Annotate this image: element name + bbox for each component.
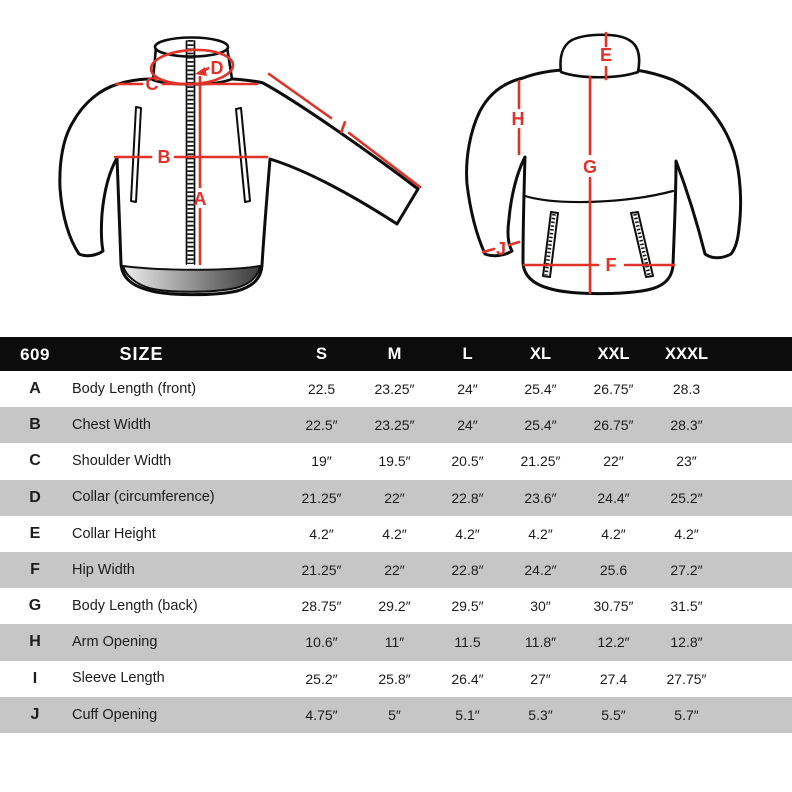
row-value-m: 23.25″ [374,381,415,398]
row-letter: G [28,597,42,615]
row-value-xxl: 12.2″ [597,634,630,651]
row-value-s: 10.6″ [305,634,338,651]
row-value-xl: 4.2″ [528,525,553,542]
row-value-xxl: 25.6 [599,562,628,579]
table-row [0,624,792,660]
row-label: Collar (circumference) [72,489,215,506]
row-label: Hip Width [72,561,135,578]
row-value-xl: 27″ [530,670,551,687]
row-letter: B [29,416,41,434]
size-table-header [0,337,792,371]
measurement-label-e: E [599,45,613,65]
row-value-l: 26.4″ [451,670,484,687]
row-value-m: 4.2″ [382,525,407,542]
row-value-xxxl: 25.2″ [670,489,703,506]
back-jacket-body [467,70,741,294]
row-label: Chest Width [72,417,151,434]
row-value-s: 28.75″ [301,598,342,615]
measurement-label-b: B [157,147,171,167]
row-letter: C [29,452,41,470]
measurement-label-a: A [193,189,207,209]
jacket-diagrams [0,0,792,337]
row-value-xl: 21.25″ [520,453,561,470]
table-row [0,588,792,624]
row-value-xxl: 30.75″ [593,598,634,615]
row-value-xxxl: 31.5″ [670,598,703,615]
row-value-xxxl: 23″ [676,453,697,470]
front-jacket-diagram [60,38,420,295]
row-value-xl: 25.4″ [524,381,557,398]
row-value-xxxl: 27.2″ [670,562,703,579]
row-label: Collar Height [72,525,156,542]
row-value-xxxl: 28.3″ [670,417,703,434]
row-value-xxxl: 12.8″ [670,634,703,651]
row-value-xl: 5.3″ [528,706,553,723]
measurement-label-g: G [582,157,598,177]
row-value-s: 4.75″ [305,706,338,723]
row-value-m: 29.2″ [378,598,411,615]
row-value-m: 19.5″ [378,453,411,470]
col-header-xl: XL [529,344,552,363]
row-label: Cuff Opening [72,706,158,723]
row-value-xxl: 24.4″ [597,489,630,506]
row-value-xxxl: 28.3 [672,381,701,398]
back-jacket-diagram [467,33,741,294]
row-label: Body Length (back) [72,597,198,614]
measurement-label-f: F [605,255,617,275]
col-header-l: L [462,344,473,363]
row-label: Body Length (front) [72,380,197,397]
row-value-l: 22.8″ [451,489,484,506]
table-row [0,516,792,552]
row-letter: F [30,561,40,579]
jacket-diagram-svg [0,0,792,337]
col-header-xxl: XXL [597,344,630,363]
row-value-xxxl: 27.75″ [666,670,707,687]
table-row [0,697,792,733]
row-letter: J [30,705,40,723]
row-letter: D [29,488,41,506]
row-value-l: 20.5″ [451,453,484,470]
table-row [0,407,792,443]
table-row [0,371,792,407]
row-value-s: 25.2″ [305,670,338,687]
row-value-s: 21.25″ [301,562,342,579]
row-value-l: 4.2″ [455,525,480,542]
col-header-s: S [315,344,327,363]
row-value-xxl: 22″ [603,453,624,470]
row-value-l: 24″ [457,381,478,398]
row-value-m: 11″ [384,634,405,651]
row-value-xxxl: 4.2″ [674,525,699,542]
model-number: 609 [20,344,50,364]
size-table [0,337,792,733]
row-label: Arm Opening [72,634,158,651]
row-value-s: 19″ [311,453,332,470]
row-value-xl: 25.4″ [524,417,557,434]
row-value-xl: 24.2″ [524,562,557,579]
row-value-s: 22.5″ [305,417,338,434]
row-value-xxl: 5.5″ [601,706,626,723]
row-value-m: 23.25″ [374,417,415,434]
table-row [0,552,792,588]
row-value-xxl: 26.75″ [593,417,634,434]
row-value-m: 22″ [384,489,405,506]
row-letter: E [29,524,41,542]
row-value-m: 25.8″ [378,670,411,687]
row-value-xl: 11.8″ [524,634,557,651]
row-value-l: 22.8″ [451,562,484,579]
row-letter: H [29,633,41,651]
row-value-m: 5″ [388,706,401,723]
row-value-s: 4.2″ [309,525,334,542]
measure-line-j [509,242,519,245]
table-row [0,443,792,479]
row-letter: A [29,380,41,398]
measurement-label-h: H [511,109,525,129]
row-value-xxl: 26.75″ [593,381,634,398]
row-value-l: 24″ [457,417,478,434]
measurement-label-i: I [337,117,349,138]
measurement-label-d: D [210,58,224,78]
row-value-l: 29.5″ [451,598,484,615]
row-value-l: 11.5 [454,634,481,651]
table-row [0,661,792,697]
row-value-xl: 30″ [530,598,551,615]
row-label: Sleeve Length [72,670,165,687]
col-header-m: M [387,344,402,363]
size-table-body [0,371,792,733]
size-column-header: SIZE [119,344,164,364]
row-value-s: 22.5 [307,381,336,398]
row-value-xxl: 27.4 [599,670,628,687]
measurement-label-c: C [145,74,159,94]
row-value-xxl: 4.2″ [601,525,626,542]
row-value-l: 5.1″ [455,706,480,723]
row-value-s: 21.25″ [301,489,342,506]
table-row [0,480,792,516]
col-header-xxxl: XXXL [664,344,709,363]
row-value-m: 22″ [384,562,405,579]
row-value-xl: 23.6″ [524,489,557,506]
measurement-label-j: J [495,239,507,259]
row-label: Shoulder Width [72,453,172,470]
row-letter: I [32,669,38,687]
row-value-xxxl: 5.7″ [674,706,699,723]
